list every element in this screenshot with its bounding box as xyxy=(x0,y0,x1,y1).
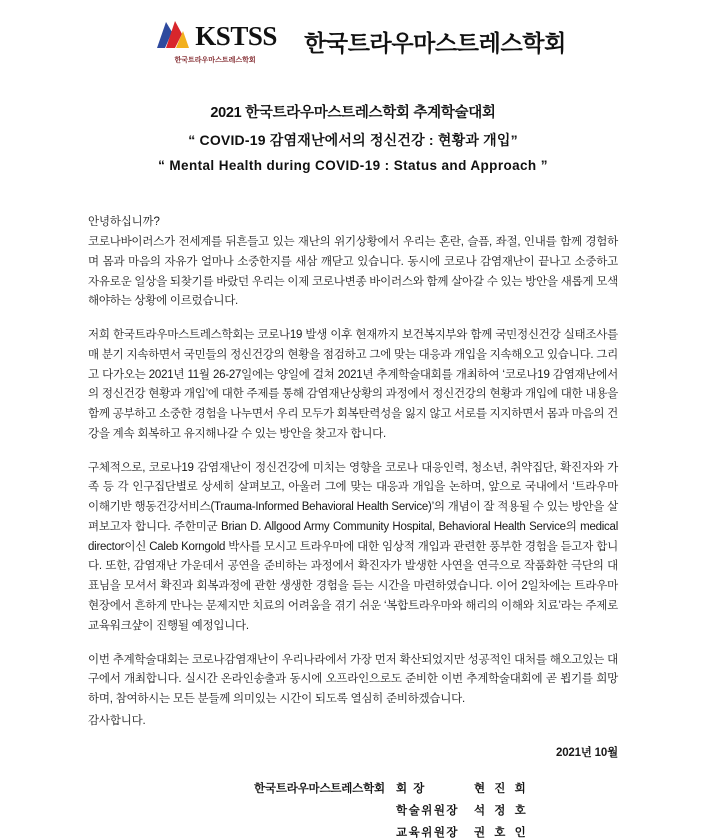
society-logo xyxy=(140,18,290,65)
letter-closing: 감사합니다. xyxy=(88,714,146,727)
signature-name: 현 진 희 xyxy=(474,782,529,795)
letter-body xyxy=(88,213,618,728)
signature-row xyxy=(254,780,544,796)
letter-paragraph: 저희 한국트라우마스트레스학회는 코로나19 발생 이후 현재까지 보건복지부와 함께 국민정신건강 실태조사를 매 분기 지속하면서 국민들의 정신건강의 현황을 점검하고 그에 맞는 대응과 개입을 지속해오고 있습니다. 그리고 다가오는 2021년 11월 26-27일에는 양일에 걸쳐 2021년 추계학술대회를 개최하여 ‘코로나19 감염재난에서의 정신건강 현황과 개입’에 대한 주제를 통해 감염재난상황의 과정에서 정신건강의 현황과 개입에 대한 내용을 함께 공부하고 소중한 경험을 나누면서 우리 모두가 회복탄력성을 잃지 않고 서로를 지지하면서 몸과 마음의 건강을 계속 회복하고 유지해나갈 수 있는 방안을 찾고자 합니다. xyxy=(88,329,618,440)
letter-paragraph: 구체적으로, 코로나19 감염재난이 정신건강에 미치는 영향을 코로나 대응인력, 청소년, 취약집단, 확진자와 가족 등 각 인구집단별로 상세히 살펴보고, 아울러 그에 맞는 대응과 개입을 논하며, 앞으로 국내에서 ‘트라우마 이해기반 행동건강서비스(Trauma-Informed Behavioral Health Service)’의 개념이 잘 적용될 수 있는 방안을 살펴보고자 합니다. 주한미군 Brian D. Allgood Army Community Hospital, Behavioral Health Service의 medical director이신 Caleb Korngold 박사를 모시고 트라우마에 대한 임상적 개입과 관련한 풍부한 경험을 듣고자 합니다. 또한, 감염재난 가운데서 공연을 준비하는 과정에서 확진자가 발생한 사연을 연극으로 작품화한 극단의 대표님을 모셔서 확진과 회복과정에 관한 생생한 경험을 듣는 시간을 마련하였습니다. 이어 2일차에는 트라우마 현장에서 흔하게 만나는 문제지만 치료의 어려움을 겪기 쉬운 ‘복합트라우마와 해리의 이해와 치료’라는 주제로 교육워크샾이 진행될 예정입니다. xyxy=(88,461,618,632)
document-header xyxy=(0,0,706,65)
logo-subtitle: 한국트라우마스트레스학회 xyxy=(174,57,256,64)
signature-org: 한국트라우마스트레스학회 xyxy=(254,782,385,795)
signature-role: 학술위원장 xyxy=(396,804,460,817)
conference-theme-korean: “ COVID-19 감염재난에서의 정신건강 : 현황과 개입” xyxy=(188,132,518,148)
conference-titles xyxy=(0,101,706,173)
signature-role: 교육위원장 xyxy=(396,826,460,839)
signature-name: 석 정 호 xyxy=(474,804,529,817)
conference-theme-english: “ Mental Health during COVID-19 : Status and Approach ” xyxy=(158,158,548,173)
letter-date: 2021년 10월 xyxy=(556,746,618,759)
organization-name: 한국트라우마스트레스학회 xyxy=(304,30,566,56)
signature-block xyxy=(0,780,706,840)
letter-paragraph: 이번 추계학술대회는 코로나감염재난이 우리나라에서 가장 먼저 확산되었지만 성공적인 대처를 해오고있는 대구에서 개최합니다. 실시간 온라인송출과 동시에 오프라인으로도 준비한 이번 추계학술대회에 곧 뵙기를 희망하며, 참여하시는 모든 분들께 의미있는 시간이 되도록 열심히 준비하겠습니다. xyxy=(88,653,618,706)
kstss-logo-icon xyxy=(153,18,191,52)
letter-paragraph: 코로나바이러스가 전세계를 뒤흔들고 있는 재난의 위기상황에서 우리는 혼란, 슬픔, 좌절, 인내를 함께 경험하며 몸과 마음의 자유가 얼마나 소중한지를 새삼 깨닫고 있습니다. 동시에 코로나 감염재난이 끝나고 소중하고 자유로운 일상을 되찾기를 바랐던 우리는 이제 코로나변종 바이러스와 함께 살아갈 수 있는 방안을 새롭게 모색해야하는 상황에 이르렀습니다. xyxy=(88,236,618,308)
logo-wordmark: KSTSS xyxy=(195,21,277,51)
letter-greeting: 안녕하십니까? xyxy=(88,216,160,228)
conference-title: 2021 한국트라우마스트레스학회 추계학술대회 xyxy=(210,105,496,121)
signature-name: 권 호 인 xyxy=(474,826,529,839)
logo-row xyxy=(153,18,277,52)
signature-role: 회 장 xyxy=(396,782,426,795)
signature-row xyxy=(254,824,544,840)
signature-row xyxy=(254,802,544,818)
